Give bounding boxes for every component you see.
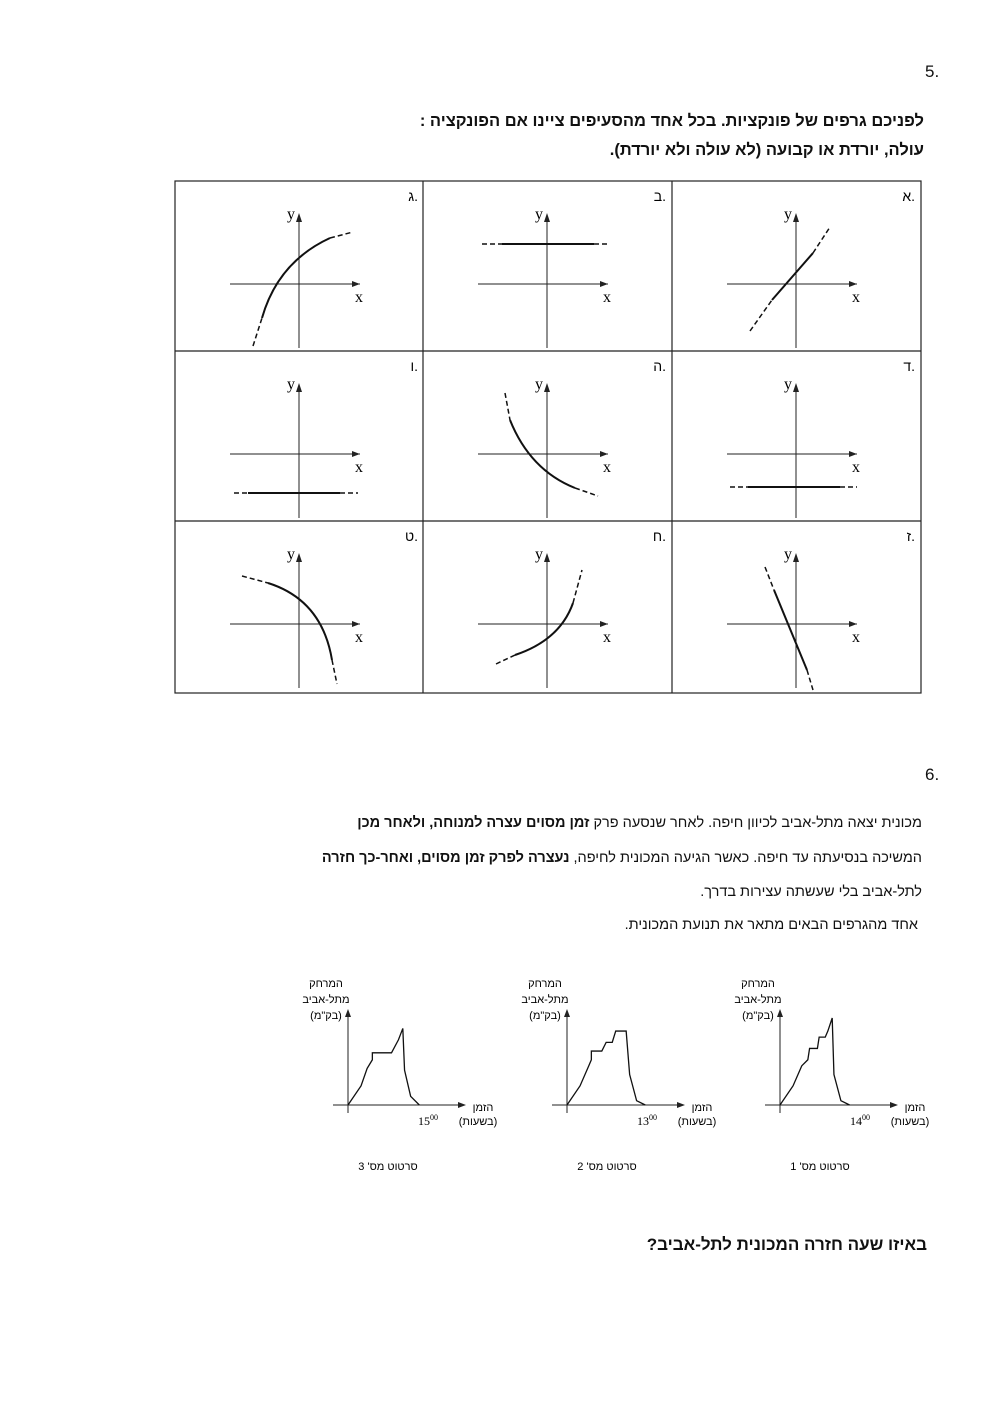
time-arrow bbox=[890, 1102, 898, 1108]
distance-arrow bbox=[345, 1009, 351, 1017]
y-axis-label: y bbox=[287, 206, 295, 223]
time-axis-label: הזמן bbox=[691, 1102, 713, 1114]
x-arrow bbox=[600, 281, 608, 287]
x-axis-label: x bbox=[603, 459, 611, 476]
q6-graphs bbox=[0, 960, 1000, 1200]
function-curve-extension bbox=[253, 318, 262, 346]
distance-axis-label: מתל-אביב bbox=[734, 994, 782, 1006]
distance-axis-label: (בק"מ) bbox=[310, 1010, 342, 1022]
y-axis-label: y bbox=[535, 206, 543, 223]
time-axis-unit: (בשעות) bbox=[890, 1116, 930, 1128]
time-arrow bbox=[458, 1102, 466, 1108]
graph-cell bbox=[727, 358, 915, 518]
car-motion-curve bbox=[567, 1031, 645, 1105]
time-axis-unit: (בשעות) bbox=[458, 1116, 498, 1128]
q6-line1-part-b: זמן מסוים עצרה למנוחה, ולאחר מכן bbox=[357, 815, 590, 831]
function-curve bbox=[515, 603, 573, 655]
time-axis-label: הזמן bbox=[472, 1102, 494, 1114]
function-curve-extension bbox=[242, 576, 268, 583]
distance-axis-label: המרחק bbox=[528, 978, 562, 990]
y-arrow bbox=[296, 213, 302, 222]
x-arrow bbox=[600, 451, 608, 457]
axes bbox=[230, 556, 360, 688]
distance-arrow bbox=[777, 1009, 783, 1017]
y-arrow bbox=[544, 383, 550, 392]
x-axis-label: x bbox=[852, 629, 860, 646]
y-axis-label: y bbox=[784, 376, 792, 393]
x-arrow bbox=[600, 621, 608, 627]
function-curve bbox=[774, 590, 807, 670]
q6-paragraph-line-2 bbox=[322, 850, 922, 866]
return-time-label: $14^{00}$ bbox=[850, 1113, 870, 1128]
q5-instruction-line-2: עולה, יורדת או קבועה (לא עולה ולא יורדת). bbox=[609, 141, 924, 159]
car-motion-curve bbox=[348, 1028, 419, 1105]
axes bbox=[230, 386, 360, 518]
y-arrow bbox=[793, 383, 799, 392]
q6-paragraph-line-4: אחד מהגרפים הבאים מתאר את תנועת המכונית. bbox=[624, 917, 918, 933]
question-6-number: 6. bbox=[925, 765, 940, 784]
y-arrow bbox=[296, 553, 302, 562]
graph-cell bbox=[478, 188, 666, 348]
q6-question: באיזו שעה חזרה המכונית לתל-אביב? bbox=[646, 1235, 927, 1254]
y-axis-label: y bbox=[784, 546, 792, 563]
axes bbox=[727, 216, 857, 348]
x-arrow bbox=[352, 451, 360, 457]
graph-label: ו. bbox=[410, 358, 418, 374]
function-curve-extension bbox=[765, 567, 774, 590]
graph-cell bbox=[727, 188, 915, 348]
graph-label: ד. bbox=[903, 358, 915, 374]
graph-caption: סרטוט מס' 2 bbox=[577, 1161, 637, 1173]
x-axis-label: x bbox=[852, 459, 860, 476]
graph-caption: סרטוט מס' 1 bbox=[790, 1161, 850, 1173]
axes bbox=[478, 556, 608, 688]
distance-axis-label: מתל-אביב bbox=[302, 994, 350, 1006]
graph-label: ח. bbox=[652, 528, 666, 544]
x-axis-label: x bbox=[852, 289, 860, 306]
y-axis-label: y bbox=[784, 206, 792, 223]
y-arrow bbox=[544, 553, 550, 562]
function-curve-extension bbox=[496, 655, 515, 664]
y-arrow bbox=[793, 213, 799, 222]
q6-paragraph-line-3: לתל-אביב בלי שעשתה עצירות בדרך. bbox=[700, 884, 922, 900]
x-axis-label: x bbox=[355, 459, 363, 476]
function-curve bbox=[772, 253, 813, 300]
graph-label: ט. bbox=[404, 528, 418, 544]
y-axis-label: y bbox=[535, 376, 543, 393]
axes bbox=[478, 386, 608, 518]
function-curve-extension bbox=[813, 227, 830, 253]
distance-time-graph bbox=[734, 978, 929, 1173]
x-arrow bbox=[849, 621, 857, 627]
distance-axis-label: המרחק bbox=[741, 978, 775, 990]
graph-cell bbox=[230, 358, 418, 518]
return-time-label: $13^{00}$ bbox=[637, 1113, 657, 1128]
y-arrow bbox=[544, 213, 550, 222]
distance-axis-label: המרחק bbox=[309, 978, 343, 990]
function-curve bbox=[262, 238, 330, 318]
graph-cell bbox=[478, 528, 666, 688]
function-curve-extension bbox=[573, 570, 582, 603]
y-axis-label: y bbox=[535, 546, 543, 563]
graph-cell bbox=[230, 528, 418, 688]
function-curve-extension bbox=[807, 670, 813, 690]
y-axis-label: y bbox=[287, 546, 295, 563]
x-arrow bbox=[849, 451, 857, 457]
q6-line2-part-b: נעצרה לפרק זמן מסוים, ואחר-כך חזרה bbox=[321, 850, 570, 866]
graph-label: ב. bbox=[653, 188, 666, 204]
graph-cell bbox=[727, 528, 915, 690]
axes bbox=[727, 386, 857, 518]
return-time-label: $15^{00}$ bbox=[418, 1113, 438, 1128]
graph-label: ה. bbox=[653, 358, 666, 374]
time-arrow bbox=[677, 1102, 685, 1108]
graph-cell bbox=[478, 358, 666, 518]
q6-line1-part-a: מכונית יצאה מתל-אביב לכיוון חיפה. לאחר שנסעה פרק bbox=[589, 815, 922, 831]
function-curve-extension bbox=[332, 660, 337, 684]
y-arrow bbox=[793, 553, 799, 562]
axes bbox=[727, 556, 857, 688]
y-axis-label: y bbox=[287, 376, 295, 393]
distance-axis-label: מתל-אביב bbox=[521, 994, 569, 1006]
graph-cell bbox=[230, 188, 418, 348]
q6-paragraph-line-1 bbox=[357, 815, 922, 831]
x-axis-label: x bbox=[355, 629, 363, 646]
graph-label: ג. bbox=[408, 188, 418, 204]
distance-time-graph bbox=[521, 978, 716, 1173]
distance-time-graph bbox=[302, 978, 497, 1173]
q5-graph-grid bbox=[0, 0, 1000, 700]
x-arrow bbox=[849, 281, 857, 287]
distance-arrow bbox=[564, 1009, 570, 1017]
x-axis-label: x bbox=[603, 289, 611, 306]
function-curve bbox=[268, 583, 332, 660]
function-curve-extension bbox=[505, 393, 510, 420]
function-curve-extension bbox=[575, 488, 598, 496]
car-motion-curve bbox=[780, 1018, 850, 1105]
function-curve-extension bbox=[330, 232, 353, 238]
distance-axis-label: (בק"מ) bbox=[529, 1010, 561, 1022]
graph-label: ז. bbox=[906, 528, 915, 544]
function-curve-extension bbox=[750, 300, 772, 331]
x-arrow bbox=[352, 621, 360, 627]
time-axis-unit: (בשעות) bbox=[677, 1116, 717, 1128]
axes bbox=[478, 216, 608, 348]
graph-caption: סרטוט מס' 3 bbox=[358, 1161, 418, 1173]
x-axis-label: x bbox=[355, 289, 363, 306]
distance-axis-label: (בק"מ) bbox=[742, 1010, 774, 1022]
graph-label: א. bbox=[902, 188, 915, 204]
y-arrow bbox=[296, 383, 302, 392]
q6-line2-part-a: המשיכה בנסיעתה עד חיפה. כאשר הגיעה המכונית לחיפה, bbox=[569, 850, 922, 866]
question-5-number: 5. bbox=[925, 62, 940, 81]
x-axis-label: x bbox=[603, 629, 611, 646]
time-axis-label: הזמן bbox=[904, 1102, 926, 1114]
x-arrow bbox=[352, 281, 360, 287]
q5-instruction-line-1: לפניכם גרפים של פונקציות. בכל אחד מהסעיפים ציינו אם הפונקציה : bbox=[419, 112, 924, 130]
